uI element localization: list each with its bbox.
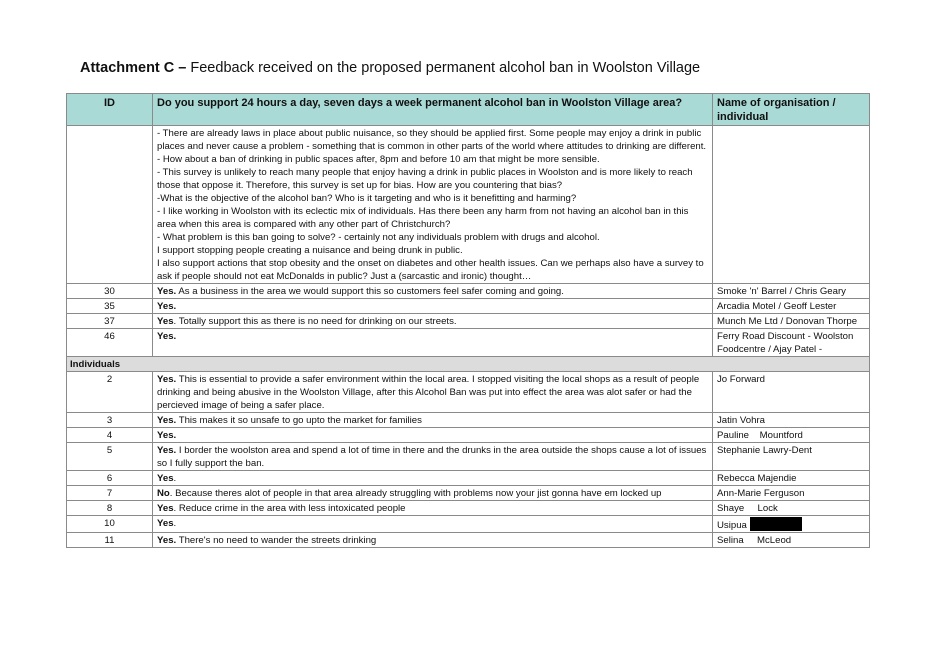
feedback-line: I also support actions that stop obesity and the onset on diabetes and other health issues. Can we perhaps also have a survey to ask if people should not eat McDonalds in public? Just a (sarcastic and ironic) thought… (157, 258, 704, 282)
answer: No (157, 488, 170, 499)
name-cell: Selina McLeod (713, 533, 870, 548)
table-header-row (67, 94, 870, 126)
answer: Yes (157, 518, 174, 529)
id-cell: 37 (67, 314, 153, 329)
response-cell (153, 314, 713, 329)
id-cell: 11 (67, 533, 153, 548)
header-question: Do you support 24 hours a day, seven days a week permanent alcohol ban in Woolston Village area? (153, 94, 713, 126)
name-cell: Ferry Road Discount - Woolston Foodcentre / Ajay Patel - (713, 329, 870, 357)
redaction-block (750, 517, 802, 531)
id-cell: 46 (67, 329, 153, 357)
table-row (67, 516, 870, 533)
table-row (67, 501, 870, 516)
response-cell (153, 428, 713, 443)
header-id: ID (67, 94, 153, 126)
table-row (67, 329, 870, 357)
table-row (67, 471, 870, 486)
feedback-line: - What problem is this ban going to solve? - certainly not any individuals problem with drugs and alcohol. (157, 232, 600, 243)
comment: . (173, 473, 177, 484)
name-cell (713, 516, 870, 533)
id-cell (67, 126, 153, 284)
response-cell (153, 413, 713, 428)
id-cell: 10 (67, 516, 153, 533)
response-cell (153, 329, 713, 357)
name-cell: Munch Me Ltd / Donovan Thorpe (713, 314, 870, 329)
feedback-line: -What is the objective of the alcohol ban? Who is it targeting and who is it benefitting and harming? (157, 193, 577, 204)
feedback-line: - There are already laws in place about public nuisance, so they should be applied first. Some people may enjoy a drink in public places and never cause a problem - something that is common in other parts of the world where attitudes to drinking are different. (157, 128, 707, 152)
comment: As a business in the area we would support this so customers feel safer coming and going. (176, 286, 564, 297)
id-cell: 7 (67, 486, 153, 501)
feedback-cell (153, 126, 713, 284)
table-row (67, 314, 870, 329)
section-row-individuals (67, 357, 870, 372)
response-cell (153, 533, 713, 548)
comment: There's no need to wander the streets drinking (176, 535, 377, 546)
id-cell: 6 (67, 471, 153, 486)
response-cell (153, 516, 713, 533)
comment: . (173, 518, 177, 529)
name-cell: Pauline Mountford (713, 428, 870, 443)
id-cell: 8 (67, 501, 153, 516)
name-text: Usipua (717, 520, 747, 531)
response-cell (153, 501, 713, 516)
id-cell: 35 (67, 299, 153, 314)
answer: Yes. (157, 286, 177, 297)
response-cell (153, 284, 713, 299)
table-row-feedback (67, 126, 870, 284)
feedback-line: - This survey is unlikely to reach many people that enjoy having a drink in public places in Woolston and is more likely to reach those that oppose it. Therefore, this survey is set up for bias. How are you countering that bias? (157, 167, 693, 191)
table-row (67, 533, 870, 548)
answer: Yes (157, 503, 174, 514)
title-lead: Attachment C – (80, 60, 187, 76)
comment: This makes it so unsafe to go upto the market for families (176, 415, 422, 426)
response-cell (153, 299, 713, 314)
table-row (67, 428, 870, 443)
table-row (67, 284, 870, 299)
name-cell: Jatin Vohra (713, 413, 870, 428)
answer: Yes. (157, 301, 177, 312)
name-cell: Stephanie Lawry-Dent (713, 443, 870, 471)
feedback-line: - How about a ban of drinking in public spaces after, 8pm and before 10 am that might be more sensible. (157, 154, 600, 165)
response-cell (153, 471, 713, 486)
name-cell (713, 126, 870, 284)
table-row (67, 443, 870, 471)
header-name: Name of organisation / individual (713, 94, 870, 126)
section-label: Individuals (67, 357, 870, 372)
feedback-table (66, 93, 870, 548)
document-title (80, 59, 700, 77)
name-cell: Smoke 'n' Barrel / Chris Geary (713, 284, 870, 299)
response-cell (153, 443, 713, 471)
table-row (67, 486, 870, 501)
id-cell: 4 (67, 428, 153, 443)
comment: . Reduce crime in the area with less intoxicated people (173, 503, 406, 514)
answer: Yes. (157, 535, 177, 546)
answer: Yes. (157, 445, 177, 456)
answer: Yes. (157, 415, 177, 426)
id-cell: 5 (67, 443, 153, 471)
comment: . Because theres alot of people in that area already struggling with problems now your jist gonna have em locked up (169, 488, 662, 499)
answer: Yes. (157, 331, 177, 342)
name-cell: Rebecca Majendie (713, 471, 870, 486)
table-row (67, 413, 870, 428)
id-cell: 3 (67, 413, 153, 428)
comment: This is essential to provide a safer environment within the local area. I stopped visiting the local shops as a result of people drinking and being abusive in the Woolston Village, after this Alcohol Ban was put into effect the area was alot safer or had the percieved image of being a safer place. (157, 374, 700, 411)
table-row (67, 372, 870, 413)
title-rest: Feedback received on the proposed permanent alcohol ban in Woolston Village (186, 60, 701, 76)
id-cell: 2 (67, 372, 153, 413)
answer: Yes (157, 316, 174, 327)
comment: I border the woolston area and spend a lot of time in there and the drunks in the area outside the shops cause a lot of issues so I fully support the ban. (157, 445, 707, 469)
name-cell: Arcadia Motel / Geoff Lester (713, 299, 870, 314)
feedback-line: I support stopping people creating a nuisance and being drunk in public. (157, 245, 463, 256)
name-cell: Ann-Marie Ferguson (713, 486, 870, 501)
table-row (67, 299, 870, 314)
answer: Yes. (157, 374, 177, 385)
comment: . Totally support this as there is no need for drinking on our streets. (173, 316, 457, 327)
feedback-line: - I like working in Woolston with its eclectic mix of individuals. Has there been any harm from not having an alcohol ban in this area when this area is compared with any other part of Christchurch? (157, 206, 689, 230)
id-cell: 30 (67, 284, 153, 299)
answer: Yes. (157, 430, 177, 441)
response-cell (153, 372, 713, 413)
name-cell: Shaye Lock (713, 501, 870, 516)
name-cell: Jo Forward (713, 372, 870, 413)
answer: Yes (157, 473, 174, 484)
response-cell (153, 486, 713, 501)
